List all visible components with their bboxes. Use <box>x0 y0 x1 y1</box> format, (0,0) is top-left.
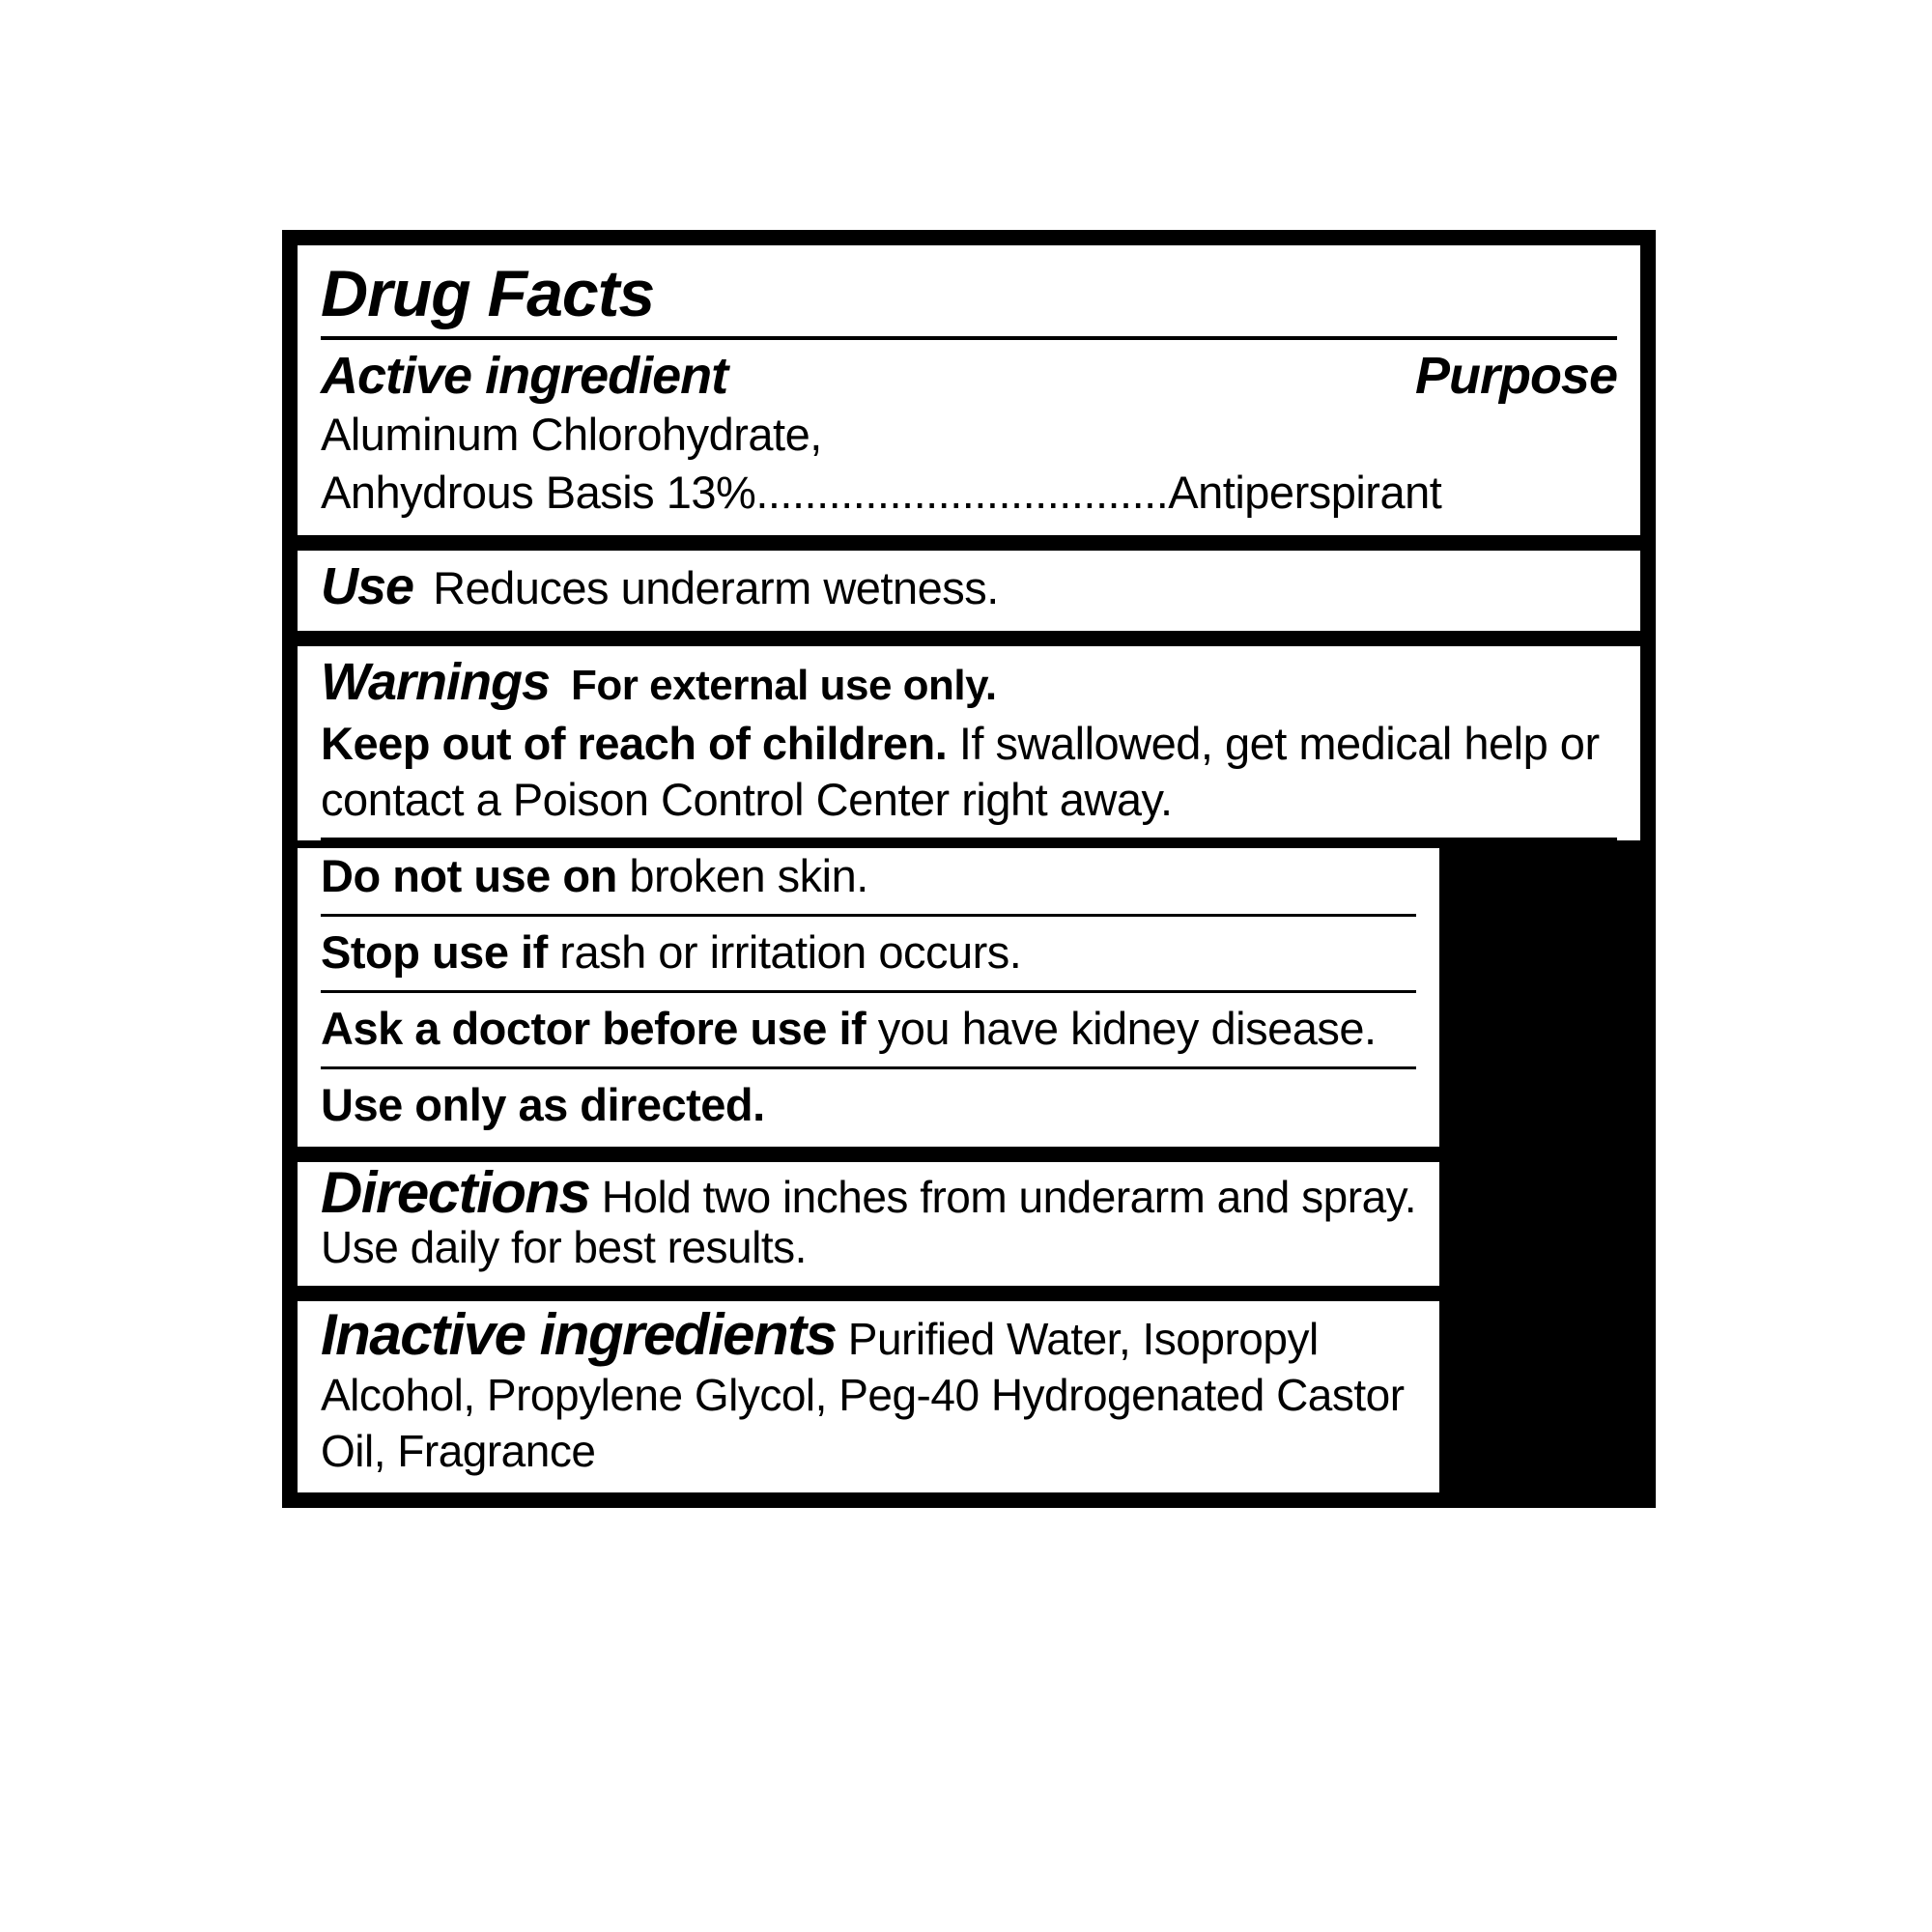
warnings-heading: Warnings <box>321 653 551 711</box>
active-ingredient-section <box>298 245 1640 535</box>
divider-1 <box>282 535 1656 551</box>
warning-item-stop-use-rest: rash or irritation occurs. <box>547 926 1022 978</box>
warning-item-do-not-use-rest: broken skin. <box>616 850 868 901</box>
inactive-ingredients-heading: Inactive ingredients <box>321 1302 837 1367</box>
inactive-ingredients-section <box>298 1301 1439 1492</box>
warning-item-ask-doctor <box>321 1001 1416 1057</box>
page-title: Drug Facts <box>321 257 655 330</box>
warnings-divider-3 <box>321 990 1416 993</box>
warnings-divider-1 <box>321 838 1617 840</box>
divider-4 <box>282 1286 1439 1301</box>
active-ingredient-basis: Anhydrous Basis 13% <box>321 467 756 518</box>
purpose-heading: Purpose <box>1414 347 1617 405</box>
warnings-external-use: For external use only. <box>571 662 997 709</box>
purpose-value: Antiperspirant <box>1168 467 1442 518</box>
active-ingredient-headers <box>321 346 1617 406</box>
warnings-section <box>298 646 1640 840</box>
warning-item-use-only-as-directed: Use only as directed. <box>321 1079 765 1130</box>
title-divider <box>321 336 1617 340</box>
directions-text: Hold two inches from underarm and spray. Use daily for best results. <box>321 1172 1417 1272</box>
use-heading: Use <box>321 557 414 615</box>
drug-facts-panel <box>282 230 1656 1508</box>
warnings-divider-4 <box>321 1066 1416 1069</box>
warnings-divider-2 <box>321 914 1416 917</box>
warning-item-ask-doctor-bold: Ask a doctor before use if <box>321 1003 867 1054</box>
directions-heading: Directions <box>321 1160 590 1225</box>
warning-item-keep-out-of-reach-rest: If swallowed, get medical help or contact a Poison Control Center right away. <box>321 718 1600 825</box>
active-ingredient-heading: Active ingredient <box>321 347 728 405</box>
warnings-section-continued <box>298 848 1439 1147</box>
warning-item-ask-doctor-rest: you have kidney disease. <box>866 1003 1377 1054</box>
inactive-ingredients-text: Purified Water, Isopropyl Alcohol, Propylene Glycol, Peg-40 Hydrogenated Castor Oil, Fragrance <box>321 1314 1405 1476</box>
warning-item-stop-use-bold: Stop use if <box>321 926 548 978</box>
warning-item-keep-out-of-reach-bold: Keep out of reach of children. <box>321 718 948 769</box>
divider-2 <box>282 631 1656 646</box>
use-section <box>298 551 1640 631</box>
active-ingredient-line2 <box>321 464 1617 522</box>
warning-item-stop-use <box>321 924 1416 980</box>
active-ingredient-line1: Aluminum Chlorohydrate, <box>321 409 822 460</box>
use-text: Reduces underarm wetness. <box>433 562 999 613</box>
leader-dots: .................................. <box>755 467 1169 518</box>
directions-section <box>298 1162 1439 1286</box>
warning-item-keep-out-of-reach <box>321 716 1617 828</box>
warning-item-do-not-use <box>321 848 1416 904</box>
warning-item-do-not-use-bold: Do not use on <box>321 850 617 901</box>
